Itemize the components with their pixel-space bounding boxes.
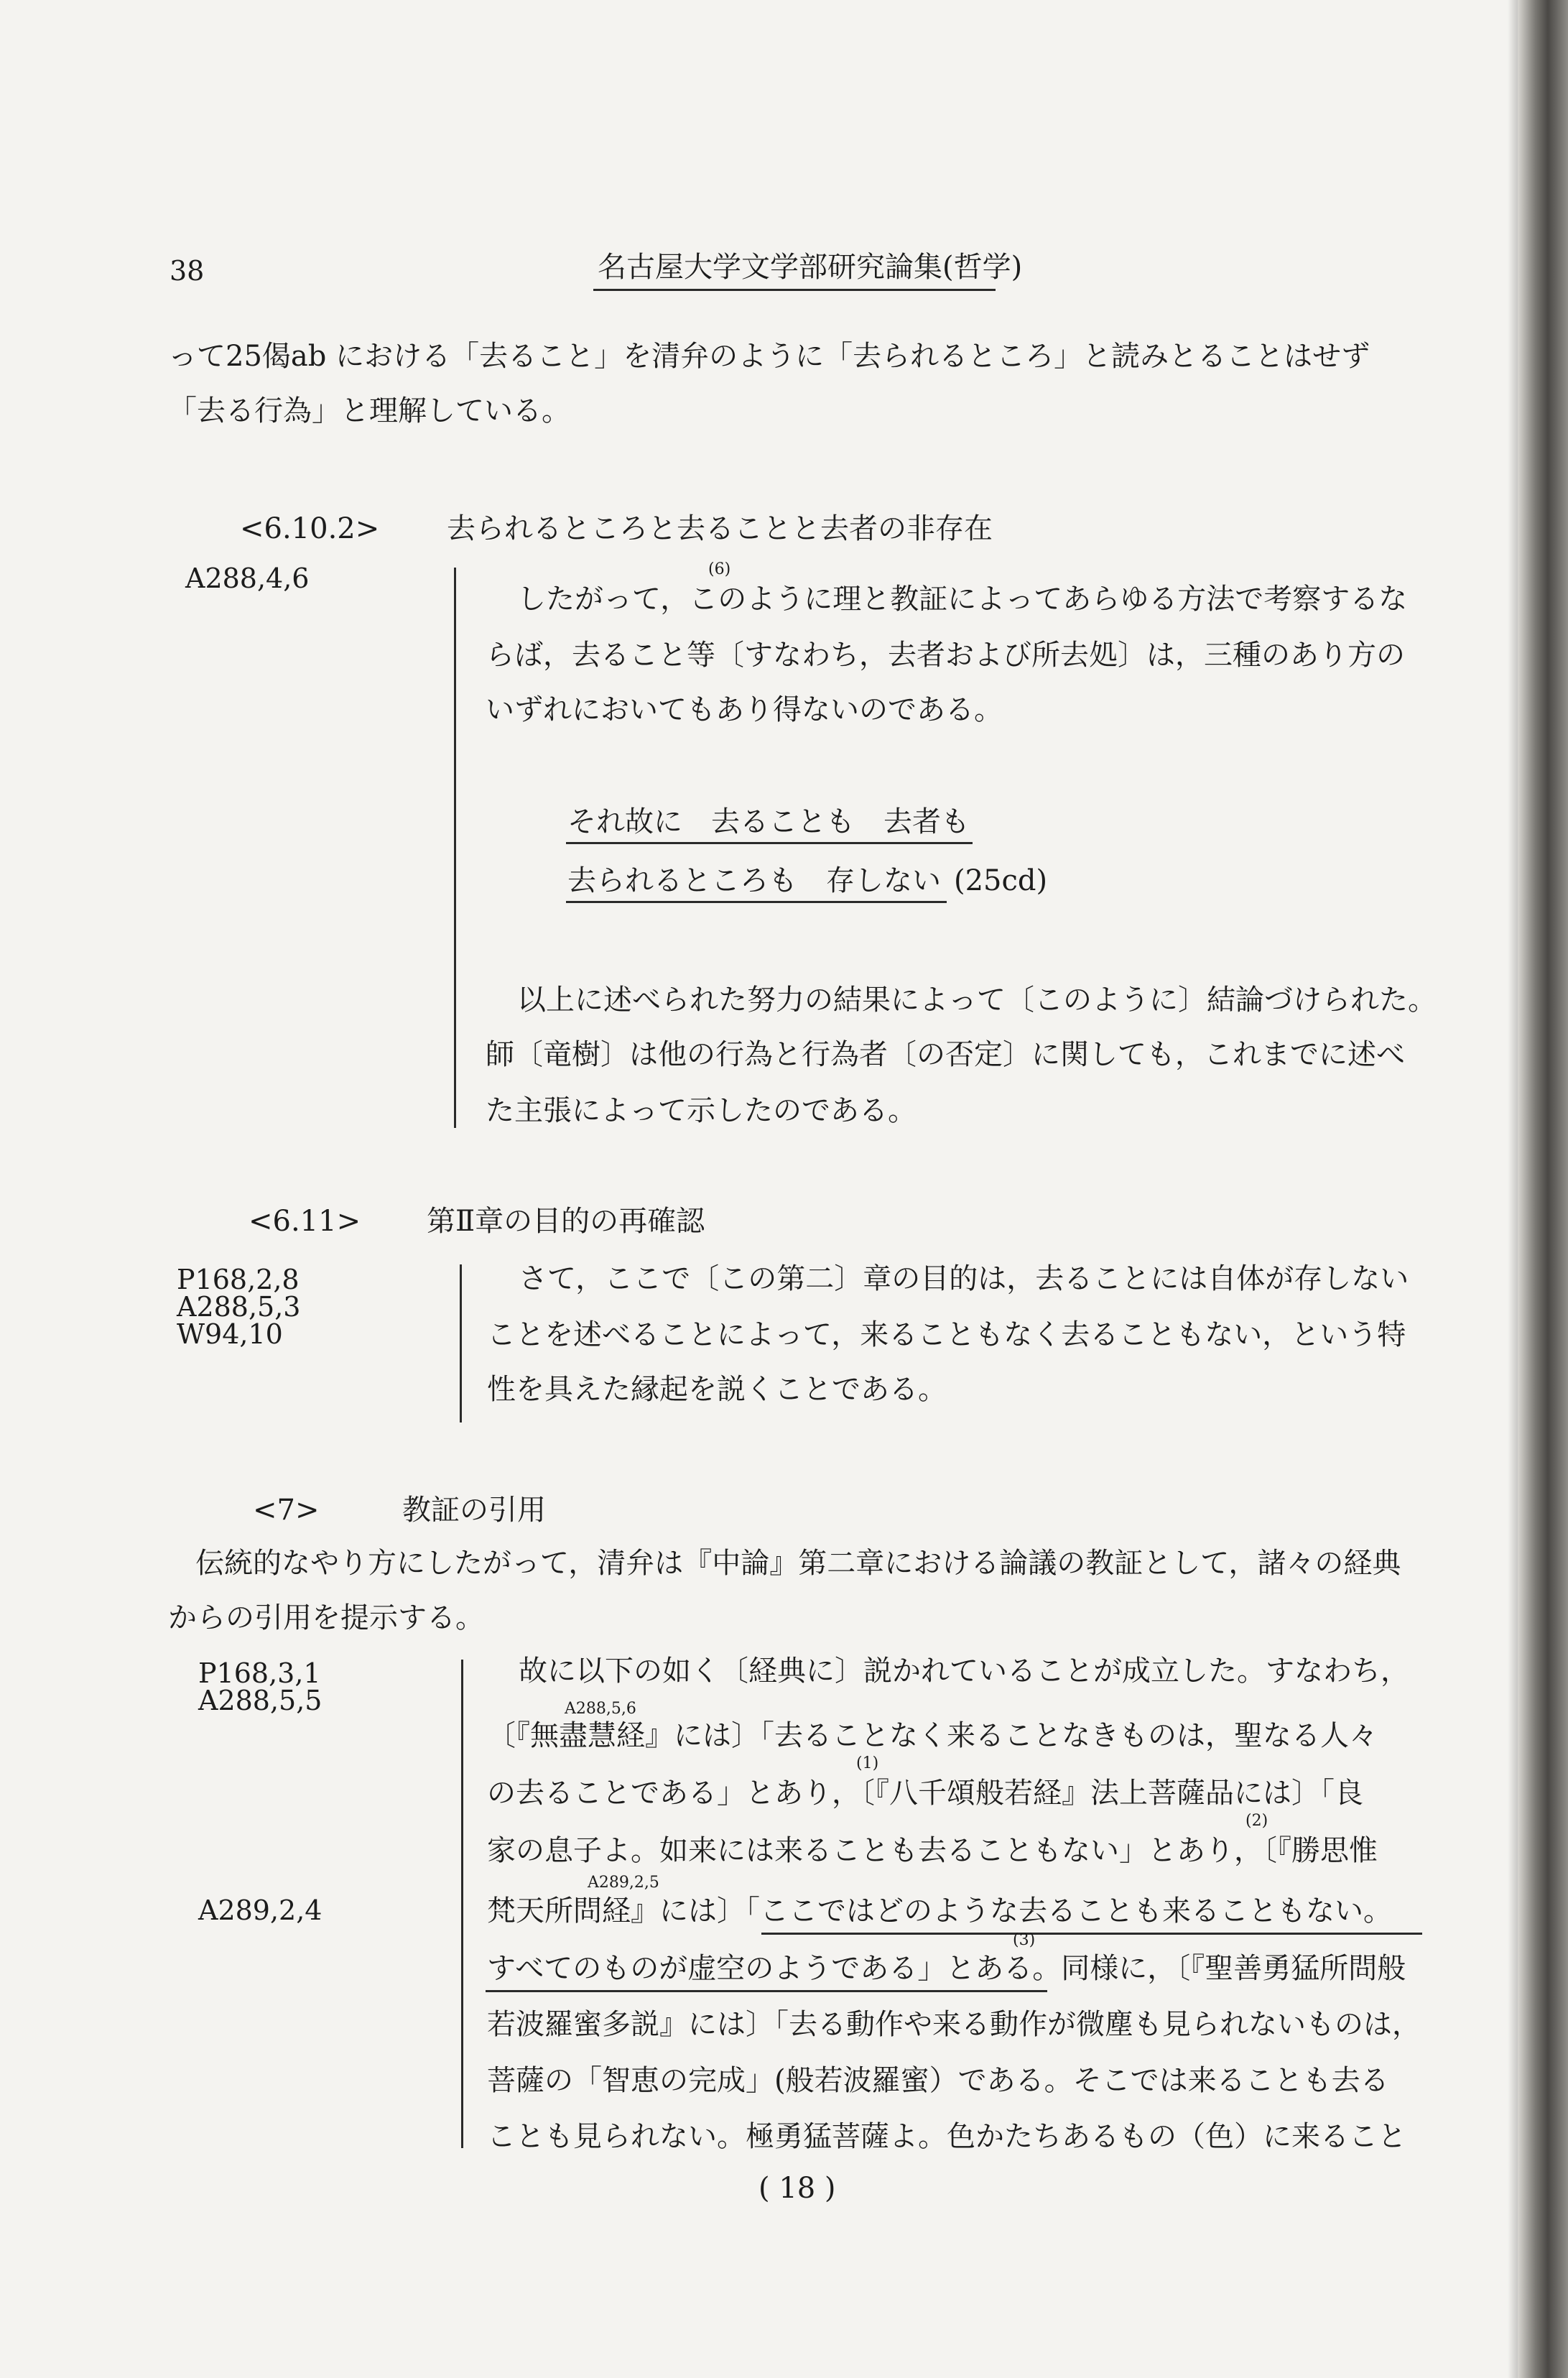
margin-ref: A289,2,4 bbox=[198, 1894, 323, 1926]
section-number-7: <7> bbox=[253, 1494, 320, 1527]
footnote-marker: (6) bbox=[708, 560, 731, 578]
quote-line: すべてのものが虚空のようである」とある。同様に，〔『聖善勇猛所問般 bbox=[487, 1952, 1406, 1985]
margin-ref: P168,2,8 bbox=[177, 1264, 300, 1295]
text-bracket-bar bbox=[460, 1264, 462, 1422]
paragraph-line: 性を具えた縁起を説くことである。 bbox=[487, 1373, 947, 1406]
section-title-6-11: 第Ⅱ章の目的の再確認 bbox=[427, 1205, 705, 1238]
paragraph-line: いずれにおいてもあり得ないのである。 bbox=[486, 693, 1003, 726]
quote-line: 若波羅蜜多説』には〕「去る動作や来る動作が微塵も見られないものは， bbox=[487, 2008, 1421, 2041]
margin-ref: A288,5,5 bbox=[198, 1685, 323, 1716]
section-title-6-10-2: 去られるところと去ることと去者の非存在 bbox=[447, 512, 993, 545]
intro-line-2: 「去る行為」と理解している。 bbox=[168, 394, 570, 427]
margin-ref: A288,4,6 bbox=[185, 563, 310, 594]
paragraph-line: 師〔竜樹〕は他の行為と行為者〔の否定〕に関しても，これまでに述べ bbox=[486, 1038, 1405, 1071]
text-bracket-bar bbox=[461, 1660, 463, 2148]
verse-underline-1 bbox=[566, 842, 973, 844]
header-underline bbox=[593, 289, 996, 291]
quote-line: ことも見られない。極勇猛菩薩よ。色かたちあるもの（色）に来ること bbox=[487, 2120, 1406, 2153]
scan-edge bbox=[1518, 0, 1568, 2378]
verse-line-1: それ故に 去ることも 去者も bbox=[567, 805, 970, 838]
quote-line: 〔『無盡慧経』には〕「去ることなく来ることなきものは，聖なる人々 bbox=[487, 1719, 1378, 1752]
section-number-6-10-2: <6.10.2> bbox=[240, 512, 380, 545]
inline-ref: A289,2,5 bbox=[588, 1874, 659, 1892]
section-number-6-11: <6.11> bbox=[249, 1205, 361, 1238]
quote-line: 梵天所問経』には〕「ここではどのような去ることも来ることもない。 bbox=[487, 1894, 1392, 1928]
page-footer-number: ( 18 ) bbox=[759, 2172, 836, 2205]
inline-ref: A288,5,6 bbox=[565, 1700, 636, 1718]
paragraph-line: らば，去ること等〔すなわち，去者および所去処〕は，三種のあり方の bbox=[486, 639, 1405, 672]
paragraph-line: さて，ここで〔この第二〕章の目的は，去ることには自体が存しない bbox=[519, 1262, 1409, 1295]
quote-line: の去ることである」とあり，〔『八千頌般若経』法上菩薩品には〕「良 bbox=[487, 1777, 1363, 1810]
quote-line: 故に以下の如く〔経典に〕説かれていることが成立した。すなわち， bbox=[519, 1655, 1409, 1688]
margin-ref: P168,3,1 bbox=[198, 1657, 321, 1689]
paragraph-line: た主張によって示したのである。 bbox=[486, 1094, 917, 1127]
footnote-marker: (2) bbox=[1245, 1812, 1268, 1830]
handwritten-underline bbox=[486, 1990, 1047, 1992]
footnote-marker: (3) bbox=[1013, 1931, 1036, 1949]
margin-ref: W94,10 bbox=[177, 1318, 283, 1350]
journal-title: 名古屋大学文学部研究論集(哲学) bbox=[598, 251, 1023, 284]
section-intro-line: からの引用を提示する。 bbox=[168, 1601, 484, 1634]
section-intro-line: 伝統的なやり方にしたがって，清弁は『中論』第二章における論議の教証として，諸々の経典 bbox=[195, 1547, 1401, 1580]
quote-line: 菩薩の「智恵の完成」(般若波羅蜜）である。そこでは来ることも去る bbox=[487, 2064, 1389, 2097]
scan-edge-shadow bbox=[1508, 0, 1518, 2378]
paragraph-line: 以上に述べられた努力の結果によって〔このように〕結論づけられた。 bbox=[517, 984, 1437, 1017]
margin-ref: A288,5,3 bbox=[177, 1291, 301, 1323]
section-title-7: 教証の引用 bbox=[402, 1494, 546, 1527]
verse-underline-2 bbox=[566, 901, 947, 903]
verse-line-2: 去られるところも 存しない bbox=[567, 864, 941, 897]
handwritten-underline bbox=[761, 1933, 1422, 1935]
quote-line: 家の息子よ。如来には来ることも去ることもない」とあり，〔『勝思惟 bbox=[487, 1834, 1378, 1867]
text-bracket-bar bbox=[454, 568, 456, 1128]
footnote-marker: (1) bbox=[856, 1754, 879, 1772]
page-number: 38 bbox=[170, 255, 205, 287]
paragraph-line: ことを述べることによって，来ることもなく去ることもない，という特 bbox=[487, 1318, 1406, 1351]
verse-tag: (25cd) bbox=[954, 864, 1048, 897]
paragraph-line: したがって，このように理と教証によってあらゆる方法で考察するな bbox=[517, 583, 1408, 616]
intro-line-1: って25偈ab における「去ること」を清弁のように「去られるところ」と読みとることはせず bbox=[168, 340, 1370, 373]
